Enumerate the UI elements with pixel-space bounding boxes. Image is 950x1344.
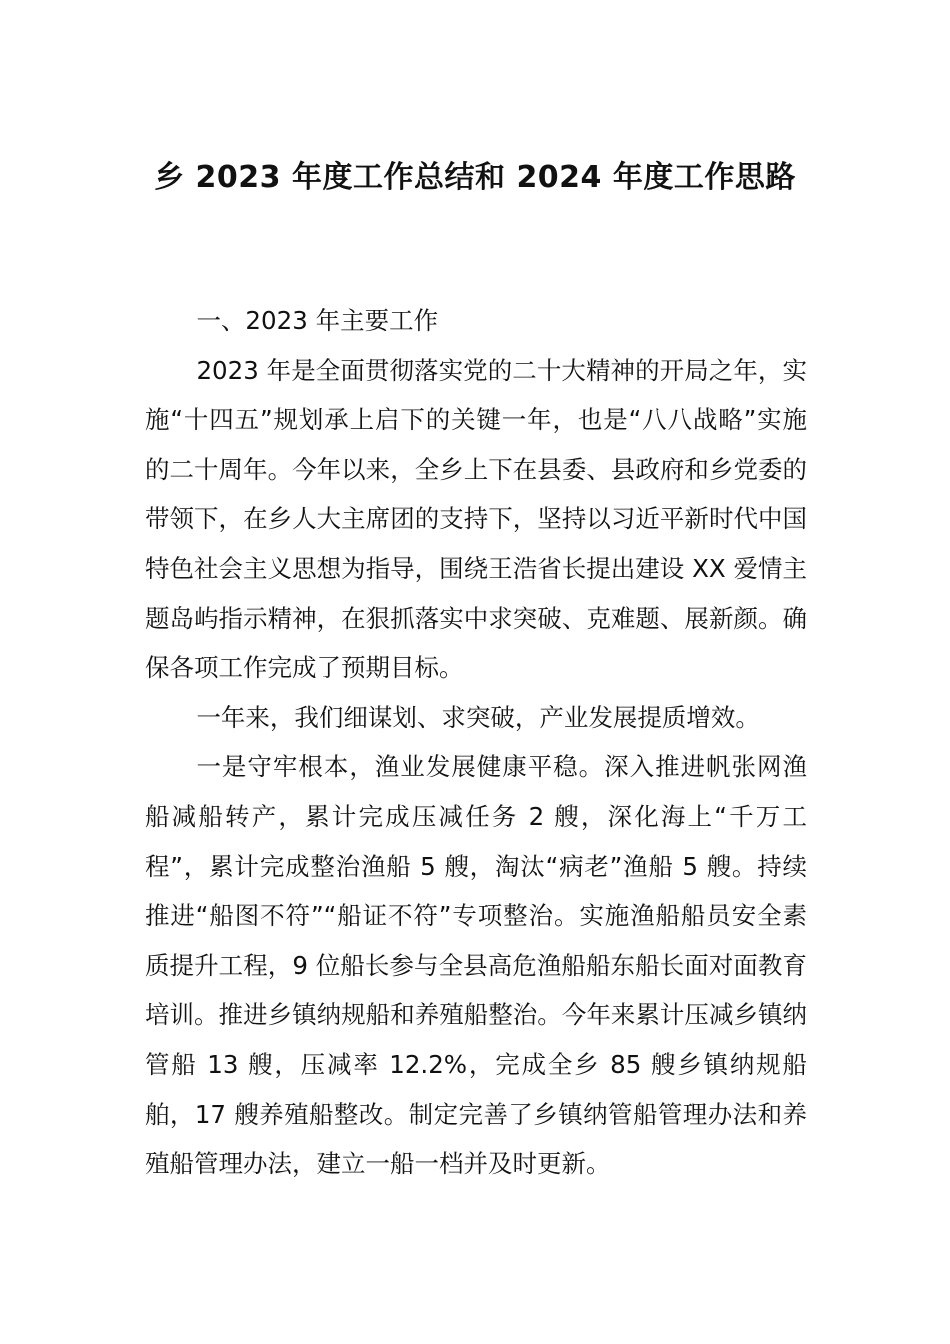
document-title: 乡 2023 年度工作总结和 2024 年度工作思路 (154, 160, 796, 195)
section-heading: 一、2023 年主要工作 (196, 306, 439, 335)
paragraph-intro: 2023 年是全面贯彻落实党的二十大精神的开局之年，实施“十四五”规划承上启下的关键一年，也是“八八战略”实施的二十周年。今年以来，全乡上下在县委、县政府和乡党委的带领下，在乡人大主席团的支持下，坚持以习近平新时代中国特色社会主义思想为指导，围绕王浩省长提出建设 XX 爱情主题岛屿指示精神，在狠抓落实中求突破、克难题、展新颜。确保各项工作完成了预期目标。 (145, 355, 807, 683)
paragraph-summary: 一年来，我们细谋划、求突破，产业发展提质增效。 (196, 702, 760, 732)
document-body (145, 296, 807, 1189)
paragraph-fishery: 一是守牢根本，渔业发展健康平稳。深入推进帆张网渔船减船转产，累计完成压减任务 2 艘，深化海上“千万工程”，累计完成整治渔船 5 艘，淘汰“病老”渔船 5 艘。持续推进“船图不符”“船证不符”专项整治。实施渔船船员安全素质提升工程，9 位船长参与全县高危渔船船东船长面对面教育培训。推进乡镇纳规船和养殖船整治。今年来累计压减乡镇纳管船 13 艘，压减率 12.2%，完成全乡 85 艘乡镇纳规船舶，17 艘养殖船整改。制定完善了乡镇纳管船管理办法和养殖船管理办法，建立一船一档并及时更新。 (145, 752, 807, 1179)
